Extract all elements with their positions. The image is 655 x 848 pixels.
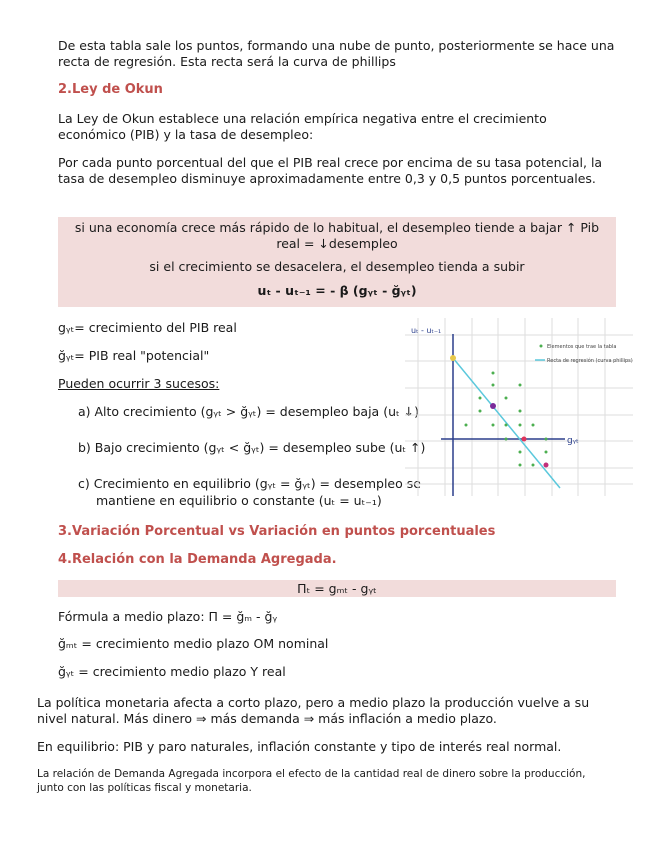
medium-term-formula: Fórmula a medio plazo: Π = ğₘ - ğᵧ (58, 609, 278, 624)
definition-gyt: gᵧₜ= crecimiento del PIB real (58, 320, 237, 335)
y-axis-label: uₜ - uₜ₋₁ (411, 326, 442, 335)
list-item: a) Alto crecimiento (gᵧₜ > ğᵧₜ) = desempleo baja (uₜ ↓) (78, 404, 419, 419)
demand-relation-paragraph: La relación de Demanda Agregada incorpora el efecto de la cantidad real de dinero sobre la producción, junto con las políticas fiscal y monetaria. (37, 768, 586, 794)
low-point (544, 463, 549, 468)
definition-gyt-potential: ğᵧₜ= PIB real "potencial" (58, 348, 210, 363)
list-item: c) Crecimiento en equilibrio (gᵧₜ = ğᵧₜ) = desempleo se mantiene en equilibrio o constante (uₜ = uₜ₋₁) (78, 476, 421, 508)
inflation-formula-box: Πₜ = gₘₜ - gᵧₜ (58, 580, 616, 597)
x-axis-label: gᵧₜ (567, 436, 579, 446)
equilibrium-paragraph: En equilibrio: PIB y paro naturales, inflación constante y tipo de interés real normal. (37, 739, 562, 754)
okun-summary-box (58, 217, 616, 307)
definition-gmt: ğₘₜ = crecimiento medio plazo OM nominal (58, 636, 329, 651)
sucesos-title: Pueden ocurrir 3 sucesos: (58, 376, 220, 391)
heading-variacion: 3.Variación Porcentual vs Variación en puntos porcentuales (58, 524, 496, 539)
equilibrium-point (522, 437, 527, 442)
summary-line-1: si una economía crece más rápido de lo habitual, el desempleo tiende a bajar ↑ Pib real = ↓desempleo (74, 220, 600, 251)
mid-point (490, 403, 496, 409)
monetary-policy-paragraph: La política monetaria afecta a corto plazo, pero a medio plazo la producción vuelve a su nivel natural. Más dinero ⇒ más demanda ⇒ más inflación a medio plazo. (37, 695, 590, 726)
heading-demanda-agregada: 4.Relación con la Demanda Agregada. (58, 552, 337, 567)
okun-rule-paragraph: Por cada punto porcentual del que el PIB real crece por encima de su tasa potencial, la tasa de desempleo disminuye aproximadamente entre 0,3 y 0,5 puntos porcentuales. (58, 155, 603, 186)
okun-paragraph: La Ley de Okun establece una relación empírica negativa entre el crecimiento económico (PIB) y la tasa de desempleo: (58, 111, 547, 142)
legend-points: Elementos que trae la tabla (547, 344, 617, 350)
heading-ley-okun: 2.Ley de Okun (58, 82, 163, 97)
okun-formula: uₜ - uₜ₋₁ = - β (gᵧₜ - ğᵧₜ) (257, 283, 417, 298)
intro-paragraph: De esta tabla sale los puntos, formando una nube de punto, posteriormente se hace una recta de regresión. Esta recta será la curva de phillips (58, 38, 615, 69)
list-item: b) Bajo crecimiento (gᵧₜ < ğᵧₜ) = desempleo sube (uₜ ↑) (78, 440, 426, 455)
phillips-chart (405, 318, 633, 496)
definition-gyt-medium: ğᵧₜ = crecimiento medio plazo Y real (58, 664, 286, 679)
intercept-point (450, 355, 456, 361)
summary-line-2: si el crecimiento se desacelera, el desempleo tienda a subir (149, 259, 525, 274)
legend-line: Recta de regresión (curva phillips) (547, 358, 633, 364)
